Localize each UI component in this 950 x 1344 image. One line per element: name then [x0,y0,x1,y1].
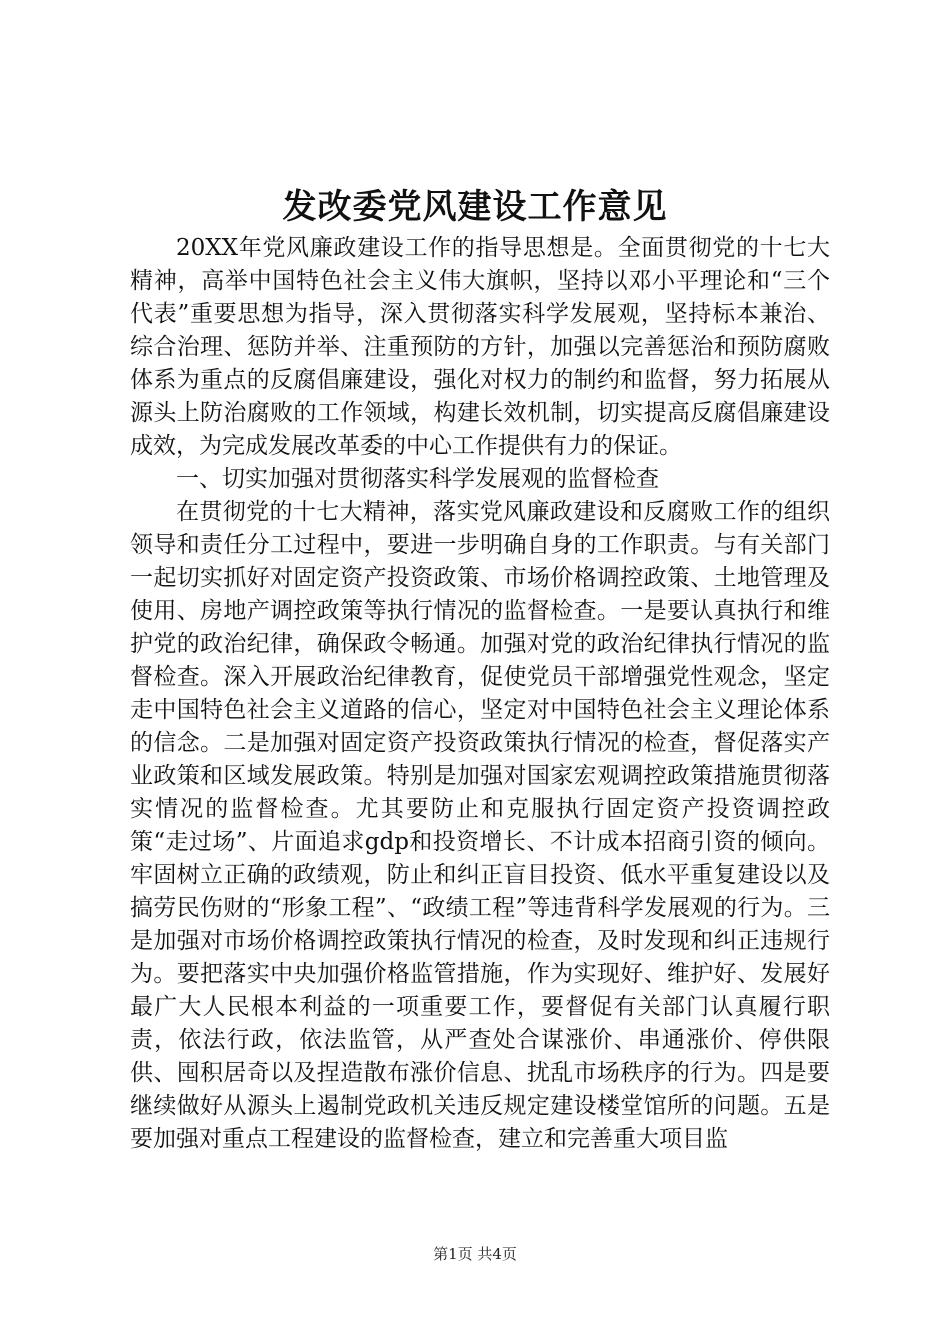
document-title: 发改委党风建设工作意见 [282,187,668,227]
paragraph-guiding-thought: 20XX年党风廉政建设工作的指导思想是。全面贯彻党的十七大精神，高举中国特色社会主义伟大旗帜，坚持以邓小平理论和“三个代表”重要思想为指导，深入贯彻落实科学发展观，坚持标本兼治、综合治理、惩防并举、注重预防的方针，加强以完善惩治和预防腐败体系为重点的反腐倡廉建设，强化对权力的制约和监督，努力拓展从源头上防治腐败的工作领域，构建长效机制，切实提高反腐倡廉建设成效，为完成发展改革委的中心工作提供有力的保证。 [130,235,830,459]
paragraph-section-1: 在贯彻党的十七大精神，落实党风廉政建设和反腐败工作的组织领导和责任分工过程中，要进一步明确自身的工作职责。与有关部门一起切实抓好对固定资产投资政策、市场价格调控政策、土地管理及使用、房地产调控政策等执行情况的监督检查。一是要认真执行和维护党的政治纪律，确保政令畅通。加强对党的政治纪律执行情况的监督检查。深入开展政治纪律教育，促使党员干部增强党性观念，坚定走中国特色社会主义道路的信心，坚定对中国特色社会主义理论体系的信念。二是加强对固定资产投资政策执行情况的检查，督促落实产业政策和区域发展政策。特别是加强对国家宏观调控政策措施贯彻落实情况的监督检查。尤其要防止和克服执行固定资产投资调控政策“走过场”、片面追求gdp和投资增长、不计成本招商引资的倾向。牢固树立正确的政绩观，防止和纠正盲目投资、低水平重复建设以及搞劳民伤财的“形象工程”、“政绩工程”等违背科学发展观的行为。三是加强对市场价格调控政策执行情况的检查，及时发现和纠正违规行为。要把落实中央加强价格监管措施，作为实现好、维护好、发展好最广大人民根本利益的一项重要工作，要督促有关部门认真履行职责，依法行政，依法监管，从严查处合谋涨价、串通涨价、停供限供、囤积居奇以及捏造散布涨价信息、扰乱市场秩序的行为。四是要继续做好从源头上遏制党政机关违反规定建设楼堂馆所的问题。五是要加强对重点工程建设的监督检查，建立和完善重大项目监 [130,499,830,1152]
section-heading-1: 一、切实加强对贯彻落实科学发展观的监督检查 [176,466,659,492]
page-number-footer: 第1页 共4页 [433,1245,517,1263]
document-body [130,232,830,1156]
